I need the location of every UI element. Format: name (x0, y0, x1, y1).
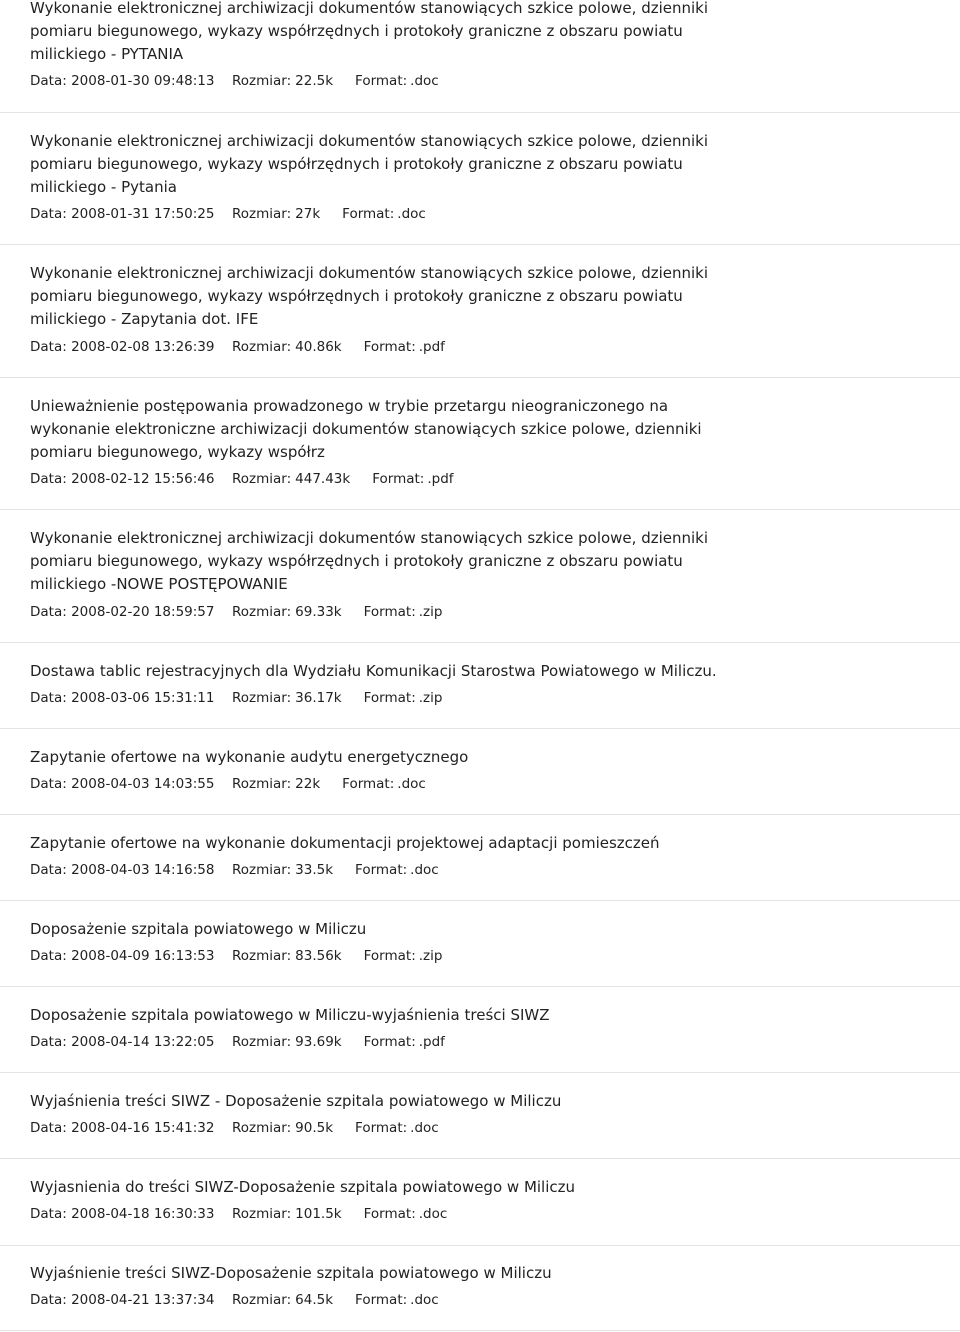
format-field: Format: .doc (355, 1120, 439, 1136)
size-value: 101.5k (295, 1206, 342, 1222)
divider (0, 509, 960, 510)
size-field: Rozmiar: 69.33k (232, 604, 342, 620)
divider (0, 1158, 960, 1159)
date-field: Data: 2008-04-18 16:30:33 (30, 1206, 215, 1222)
document-meta (30, 1291, 439, 1309)
format-field: Format: .zip (363, 690, 443, 706)
date-value: 2008-04-16 15:41:32 (71, 1120, 215, 1136)
date-value: 2008-02-20 18:59:57 (71, 604, 215, 620)
format-value: .doc (397, 776, 426, 792)
format-value: .doc (410, 1292, 439, 1308)
date-value: 2008-04-21 13:37:34 (71, 1292, 215, 1308)
date-field: Data: 2008-04-21 13:37:34 (30, 1292, 215, 1308)
date-field: Data: 2008-02-08 13:26:39 (30, 339, 215, 355)
divider (0, 1072, 960, 1073)
format-value: .zip (418, 690, 443, 706)
format-field: Format: .zip (363, 604, 443, 620)
format-field: Format: .pdf (363, 1034, 445, 1050)
document-meta (30, 603, 442, 621)
document-title-link[interactable]: Doposażenie szpitala powiatowego w Miliczu-wyjaśnienia treści SIWZ (30, 1006, 550, 1024)
document-meta (30, 1033, 445, 1051)
size-value: 447.43k (295, 471, 351, 487)
document-meta (30, 689, 442, 707)
document-meta (30, 338, 445, 356)
document-title-link[interactable]: Wyjaśnienia treści SIWZ - Doposażenie szpitala powiatowego w Miliczu (30, 1092, 562, 1110)
format-value: .doc (410, 862, 439, 878)
format-value: .doc (410, 1120, 439, 1136)
format-value: .zip (418, 604, 443, 620)
date-value: 2008-03-06 15:31:11 (71, 690, 215, 706)
divider (0, 728, 960, 729)
document-meta (30, 775, 426, 793)
format-field: Format: .pdf (363, 339, 445, 355)
size-field: Rozmiar: 33.5k (232, 862, 334, 878)
document-title-link[interactable]: Unieważnienie postępowania prowadzonego w trybie przetargu nieograniczonego na wykonanie elektroniczne archiwizacji dokumentów stanowiących szkice polowe, dzienniki pomiaru biegunowego, wykazy współrz (30, 397, 702, 461)
document-title-link[interactable]: Wykonanie elektronicznej archiwizacji dokumentów stanowiących szkice polowe, dzienniki pomiaru biegunowego, wykazy współrzędnych i protokoły graniczne z obszaru powiatu milickiego - Zapytania dot. IFE (30, 264, 709, 328)
size-field: Rozmiar: 93.69k (232, 1034, 342, 1050)
format-value: .pdf (427, 471, 454, 487)
size-field: Rozmiar: 36.17k (232, 690, 342, 706)
format-value: .zip (418, 948, 443, 964)
date-value: 2008-04-03 14:16:58 (71, 862, 215, 878)
size-value: 40.86k (295, 339, 342, 355)
date-field: Data: 2008-01-30 09:48:13 (30, 73, 215, 89)
document-title-link[interactable]: Wykonanie elektronicznej archiwizacji dokumentów stanowiących szkice polowe, dzienniki pomiaru biegunowego, wykazy współrzędnych i protokoły graniczne z obszaru powiatu milickiego - PYTANIA (30, 0, 709, 63)
date-field: Data: 2008-01-31 17:50:25 (30, 206, 215, 222)
date-field: Data: 2008-04-09 16:13:53 (30, 948, 215, 964)
size-field: Rozmiar: 83.56k (232, 948, 342, 964)
size-field: Rozmiar: 447.43k (232, 471, 351, 487)
document-meta (30, 470, 454, 488)
format-field: Format: .doc (342, 206, 426, 222)
size-value: 83.56k (295, 948, 342, 964)
format-value: .doc (418, 1206, 448, 1222)
format-field: Format: .pdf (372, 471, 454, 487)
date-value: 2008-04-03 14:03:55 (71, 776, 215, 792)
date-value: 2008-01-31 17:50:25 (71, 206, 215, 222)
size-value: 22k (295, 776, 321, 792)
format-field: Format: .doc (342, 776, 426, 792)
size-value: 64.5k (295, 1292, 334, 1308)
format-field: Format: .doc (355, 1292, 439, 1308)
date-value: 2008-02-12 15:56:46 (71, 471, 215, 487)
document-meta (30, 1119, 439, 1137)
document-title-link[interactable]: Zapytanie ofertowe na wykonanie dokumentacji projektowej adaptacji pomieszczeń (30, 834, 660, 852)
date-value: 2008-04-18 16:30:33 (71, 1206, 215, 1222)
size-value: 93.69k (295, 1034, 342, 1050)
size-value: 33.5k (295, 862, 334, 878)
date-value: 2008-04-09 16:13:53 (71, 948, 215, 964)
document-meta (30, 1205, 447, 1223)
size-field: Rozmiar: 101.5k (232, 1206, 342, 1222)
size-value: 90.5k (295, 1120, 334, 1136)
divider (0, 986, 960, 987)
date-field: Data: 2008-04-03 14:16:58 (30, 862, 215, 878)
size-value: 22.5k (295, 73, 334, 89)
format-field: Format: .doc (355, 73, 439, 89)
size-field: Rozmiar: 22k (232, 776, 321, 792)
format-value: .doc (397, 206, 426, 222)
document-title-link[interactable]: Wykonanie elektronicznej archiwizacji dokumentów stanowiących szkice polowe, dzienniki pomiaru biegunowego, wykazy współrzędnych i protokoły graniczne z obszaru powiatu milickiego - Pytania (30, 132, 709, 196)
date-value: 2008-01-30 09:48:13 (71, 73, 215, 89)
date-field: Data: 2008-04-03 14:03:55 (30, 776, 215, 792)
size-field: Rozmiar: 27k (232, 206, 321, 222)
size-field: Rozmiar: 40.86k (232, 339, 342, 355)
format-value: .doc (410, 73, 439, 89)
document-title-link[interactable]: Wyjasnienia do treści SIWZ-Doposażenie szpitala powiatowego w Miliczu (30, 1178, 576, 1196)
divider (0, 900, 960, 901)
size-field: Rozmiar: 90.5k (232, 1120, 334, 1136)
format-value: .pdf (418, 1034, 445, 1050)
document-title-link[interactable]: Wykonanie elektronicznej archiwizacji dokumentów stanowiących szkice polowe, dzienniki pomiaru biegunowego, wykazy współrzędnych i protokoły graniczne z obszaru powiatu milickiego -NOWE POSTĘPOWANIE (30, 529, 709, 593)
date-value: 2008-02-08 13:26:39 (71, 339, 215, 355)
format-field: Format: .doc (363, 1206, 448, 1222)
size-value: 36.17k (295, 690, 342, 706)
document-title-link[interactable]: Dostawa tablic rejestracyjnych dla Wydziału Komunikacji Starostwa Powiatowego w Miliczu. (30, 662, 717, 680)
date-field: Data: 2008-02-12 15:56:46 (30, 471, 215, 487)
format-value: .pdf (418, 339, 445, 355)
date-field: Data: 2008-02-20 18:59:57 (30, 604, 215, 620)
document-meta (30, 205, 426, 223)
document-title-link[interactable]: Wyjaśnienie treści SIWZ-Doposażenie szpitala powiatowego w Miliczu (30, 1264, 552, 1282)
size-field: Rozmiar: 22.5k (232, 73, 334, 89)
divider (0, 1245, 960, 1246)
date-value: 2008-04-14 13:22:05 (71, 1034, 215, 1050)
size-field: Rozmiar: 64.5k (232, 1292, 334, 1308)
document-title-link[interactable]: Zapytanie ofertowe na wykonanie audytu energetycznego (30, 748, 469, 766)
date-field: Data: 2008-04-14 13:22:05 (30, 1034, 215, 1050)
divider (0, 377, 960, 378)
document-meta (30, 947, 442, 965)
divider (0, 814, 960, 815)
divider (0, 1330, 960, 1331)
document-meta (30, 72, 439, 90)
size-value: 69.33k (295, 604, 342, 620)
document-title-link[interactable]: Doposażenie szpitala powiatowego w Miliczu (30, 920, 367, 938)
divider (0, 244, 960, 245)
format-field: Format: .zip (363, 948, 443, 964)
document-meta (30, 861, 439, 879)
date-field: Data: 2008-04-16 15:41:32 (30, 1120, 215, 1136)
size-value: 27k (295, 206, 321, 222)
divider (0, 642, 960, 643)
divider (0, 112, 960, 113)
format-field: Format: .doc (355, 862, 439, 878)
date-field: Data: 2008-03-06 15:31:11 (30, 690, 215, 706)
